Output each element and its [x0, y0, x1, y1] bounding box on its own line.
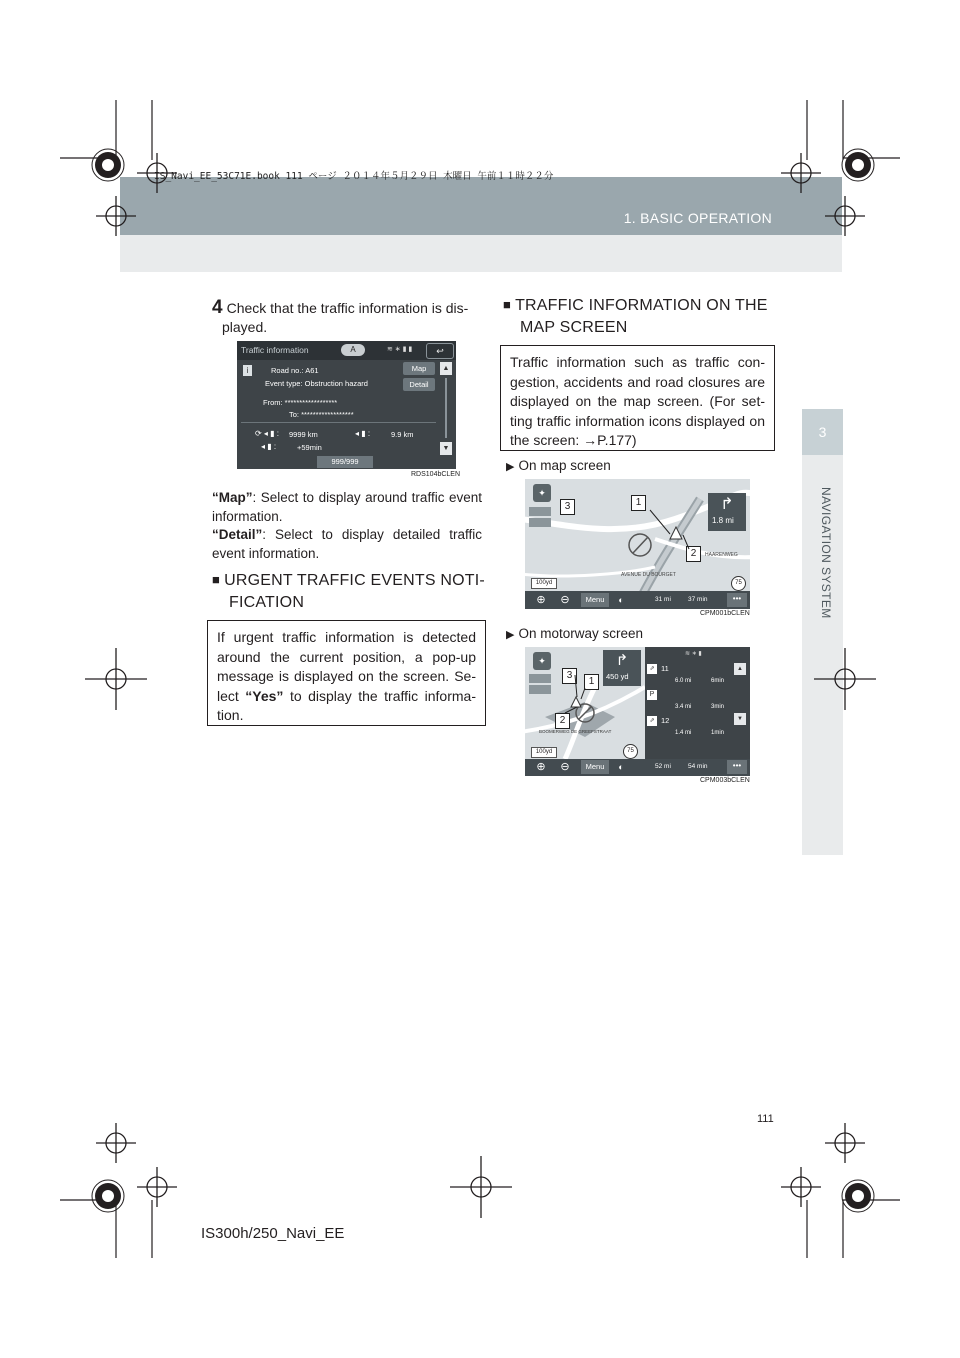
distance-b: 9.9 km: [391, 430, 414, 439]
callout-3: 3: [562, 668, 577, 684]
back-button[interactable]: ↩: [426, 343, 454, 359]
def-detail-text: : Select to display detailed traffic event information.: [212, 527, 482, 561]
exit-number: 11: [661, 664, 669, 673]
image-code: CPM003bCLEN: [700, 777, 750, 784]
exit-icon: ⇗: [647, 716, 657, 726]
footer-model: IS300h/250_Navi_EE: [201, 1225, 345, 1242]
row-time: 6min: [711, 678, 725, 684]
row-distance: 1.4 mi: [675, 730, 692, 736]
zoom-in-button[interactable]: ⊕: [536, 761, 546, 773]
info-icon: i: [243, 365, 252, 376]
scroll-down-button[interactable]: ▼: [734, 713, 746, 725]
route-icon: ⟳ ◂ ▮ :: [255, 429, 280, 438]
row-time: 1min: [711, 730, 725, 736]
row-distance: 6.0 mi: [675, 678, 692, 684]
voice-button[interactable]: ◐: [618, 762, 624, 772]
speed-limit-icon: 75: [623, 744, 638, 759]
exit-icon: ⇗: [647, 664, 657, 674]
bullet-map-text: On map screen: [518, 458, 611, 473]
distance-a: 9999 km: [289, 430, 318, 439]
def-map-term: “Map”: [212, 490, 253, 505]
to-row: To: ******************: [289, 410, 354, 419]
callout-1: 1: [584, 674, 599, 690]
urgent-heading-line1: URGENT TRAFFIC EVENTS NOTI-: [224, 572, 485, 589]
chapter-tab-number: 3: [802, 409, 843, 455]
scroll-up-button[interactable]: ▲: [734, 663, 746, 675]
turn-distance: 450 yd: [606, 672, 629, 681]
street-name: BOOMERWEG DE GREEFSTRAAT: [539, 729, 612, 734]
file-stamp: IS_Navi_EE_53C71E.book 111 ページ ２０１４年５月２９日 木曜日 午前１１時２２分: [154, 171, 554, 182]
def-map-text: : Select to display around traffic event information.: [212, 490, 482, 524]
callout-3: 3: [560, 499, 575, 515]
delay: +59min: [297, 443, 322, 452]
callout-2: 2: [686, 546, 701, 562]
turn-indicator: ↱: [708, 493, 746, 531]
voice-button[interactable]: ◐: [618, 595, 624, 605]
detail-button[interactable]: Detail: [403, 378, 435, 391]
row-time: 3min: [711, 704, 725, 710]
row-distance: 3.4 mi: [675, 704, 692, 710]
speed-limit-icon: 75: [731, 576, 746, 591]
page-indicator: 999/999: [317, 456, 373, 468]
exit-number: 12: [661, 716, 670, 725]
marker-icon: ◂ ▮ :: [355, 429, 371, 438]
street-name: HAARENWEG: [705, 552, 738, 558]
map-heading-line2: MAP SCREEN: [520, 319, 628, 336]
triangle-bullet-icon: ▶: [506, 629, 515, 641]
scale-label: 100yd: [531, 747, 557, 758]
menu-button[interactable]: Menu: [581, 760, 609, 774]
yes-term: “Yes”: [245, 687, 284, 704]
turn-distance: 1.8 mi: [712, 516, 734, 525]
map-box-text: Traffic information such as traffic con-gestion, accidents and road closures are displayed on the map screen. (For set-ting traffic information icons displayed on the screen: →P.177): [510, 354, 765, 448]
street-name: AVENUE DU BOURGET: [621, 572, 676, 578]
turn-indicator: ↱: [603, 650, 641, 686]
step-number: 4: [212, 297, 223, 318]
zoom-out-button[interactable]: ⊖: [560, 594, 570, 606]
step-text-cont: played.: [222, 319, 268, 335]
step-text: Check that the traffic information is dis-: [226, 300, 469, 316]
remaining-distance: 52 mi: [655, 763, 671, 770]
bullet-motorway-text: On motorway screen: [518, 626, 644, 641]
zoom-in-button[interactable]: ⊕: [536, 594, 546, 606]
image-code: CPM001bCLEN: [700, 610, 750, 617]
def-detail-term: “Detail”: [212, 527, 263, 542]
square-bullet-icon: ■: [503, 297, 512, 312]
map-button[interactable]: Map: [403, 362, 435, 375]
compass-icon[interactable]: ✦: [533, 652, 551, 670]
event-type: Event type: Obstruction hazard: [265, 379, 368, 388]
scale-label: 100yd: [531, 578, 557, 589]
triangle-bullet-icon: ▶: [506, 461, 515, 473]
scroll-up-button[interactable]: ▲: [440, 362, 452, 375]
callout-1: 1: [631, 495, 646, 511]
from-row: From: ******************: [263, 398, 338, 407]
screen-tab: A: [341, 344, 365, 356]
road-no: Road no.: A61: [271, 366, 319, 375]
more-options-button[interactable]: •••: [727, 760, 747, 774]
callout-2: 2: [555, 713, 570, 729]
more-options-button[interactable]: •••: [727, 593, 747, 607]
map-heading-line1: TRAFFIC INFORMATION ON THE: [515, 297, 768, 314]
section-title: 1. BASIC OPERATION: [623, 210, 772, 226]
image-code: RDS104bCLEN: [411, 471, 461, 478]
urgent-heading-line2: FICATION: [229, 594, 305, 611]
chapter-tab-label: NAVIGATION SYSTEM: [819, 487, 833, 619]
urgent-box-text-end: to display the traffic informa-tion.: [217, 687, 476, 723]
scroll-down-button[interactable]: ▼: [440, 442, 452, 455]
page-number: 111: [757, 1113, 774, 1125]
status-icons: ≋ ∗ ▮: [685, 651, 702, 657]
remaining-distance: 31 mi: [655, 596, 671, 603]
zoom-out-button[interactable]: ⊖: [560, 761, 570, 773]
parking-icon: P: [647, 690, 657, 700]
remaining-time: 54 min: [688, 763, 708, 770]
urgent-box-text: If urgent traffic information is detected around the current position, a pop-up message is displayed on the screen. Se-lect: [217, 629, 476, 704]
status-icons: ≋ ∗ ▮ ▮: [387, 346, 413, 353]
remaining-time: 37 min: [688, 596, 708, 603]
compass-icon[interactable]: ✦: [533, 484, 551, 502]
square-bullet-icon: ■: [212, 572, 221, 587]
screen-title: Traffic information: [241, 345, 309, 355]
menu-button[interactable]: Menu: [581, 593, 609, 607]
delay-icon: ◂ ▮ :: [261, 442, 277, 451]
